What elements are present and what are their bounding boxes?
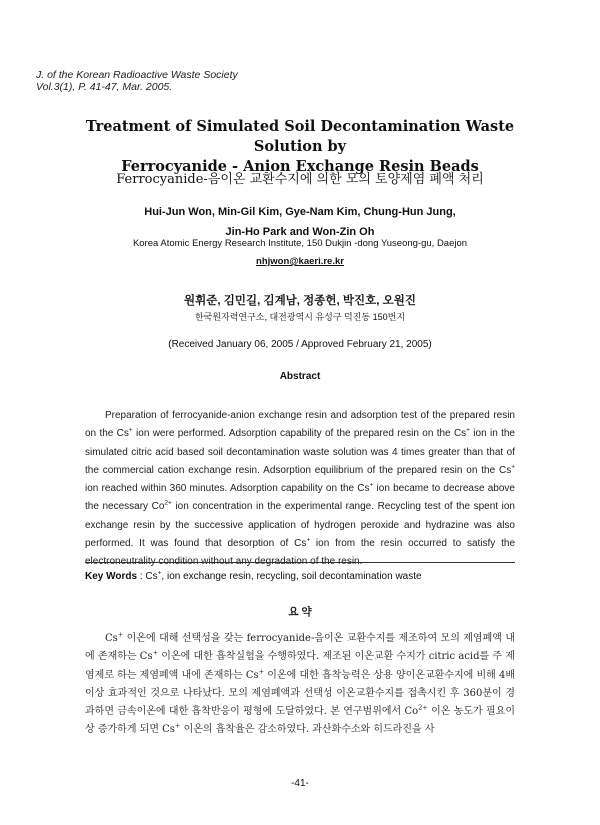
author-line-1: Hui-Jun Won, Min-Gil Kim, Gye-Nam Kim, Chung-Hun Jung, — [144, 206, 456, 218]
korean-abstract-heading: 요 약 — [288, 606, 312, 618]
title-line-1: Treatment of Simulated Soil Decontamination Waste Solution by — [85, 118, 515, 155]
affiliation-korean: 한국원자력연구소, 대전광역시 유성구 덕진동 150번지 — [194, 312, 406, 322]
received-dates: (Received January 06, 2005 / Approved February 21, 2005) — [168, 339, 432, 350]
author-line-2: Jin-Ho Park and Won-Zin Oh — [225, 226, 375, 238]
author-list-korean: 원휘준, 김민길, 김계남, 정종헌, 박진호, 오원진 — [184, 295, 416, 307]
author-list-english — [60, 202, 540, 242]
korean-abstract-paragraph: Cs+ 이온에 대해 선택성을 갖는 ferrocyanide-음이온 교환수지를 제조하여 모의 제염폐액 내에 존재하는 Cs+ 이온에 대한 흡착실험을 수행하였다. 제조된 이온교환 수지가 citric acid를 주 제염제로 하는 제염폐액 내에 존재하는 Cs+ 이온에 대한 흡착능력은 상용 양이온교환수지에 비해 4배 이상 효과적인 것으로 나타났다. 모의 제염폐액과 선택성 이온교환수지를 접촉시킨 후 360분이 경과하면 금속이온에 대한 흡착반응이 평형에 도달하였다. 본 연구범위에서 $Co^{2+}$ 이온 농도가 필요이상 증가하게 되면 Cs+ 이온의 흡착율은 감소하였다. 과산화수소와 히드라진을 사 — [85, 630, 516, 736]
page-number: -41- — [291, 778, 309, 789]
korean-abstract-body — [85, 630, 515, 740]
corresponding-email: nhjwon@kaeri.re.kr — [256, 256, 344, 267]
keywords: Key Words : Cs+, ion exchange resin, recycling, soil decontamination waste — [85, 569, 422, 582]
section-divider — [85, 562, 515, 563]
abstract-paragraph: Preparation of ferrocyanide-anion exchange resin and adsorption test of the prepared resin on the Cs+ ion were performed. Adsorption capability of the prepared resin on the Cs+ ion in the simulated citric acid based soil decontamination waste solution was 4 times greater than that of the commercial cation exchange resin. Adsorption equilibrium of the prepared resin on the Cs+ ion reached within 360 minutes. Adsorption capability on the Cs+ ion became to decrease above the necessary $Co^{2+}$ ion concentration in the experimental range. Recycling test of the spent ion exchange resin by the successive application of hydrogen peroxide and hydrazine was also performed. It was found that desorption of Cs+ ion from the resin occurred to satisfy the electroneutrality condition without any degradation of the resin. — [85, 410, 516, 568]
title-line-2: Ferrocyanide - Anion Exchange Resin Beads — [121, 158, 479, 175]
keywords-label: Key Words — [85, 571, 138, 582]
journal-volume: Vol.3(1), P. 41-47, Mar. 2005. — [36, 81, 173, 93]
abstract-heading: Abstract — [279, 371, 321, 382]
paper-title-korean: Ferrocyanide-음이온 교환수지에 의한 모의 토양제염 폐액 처리 — [116, 172, 484, 187]
affiliation-english: Korea Atomic Energy Research Institute, 150 Dukjin -dong Yuseong-gu, Daejon — [132, 238, 468, 249]
journal-citation — [36, 69, 238, 93]
journal-name: J. of the Korean Radioactive Waste Society — [36, 69, 238, 81]
abstract-body — [85, 407, 515, 572]
